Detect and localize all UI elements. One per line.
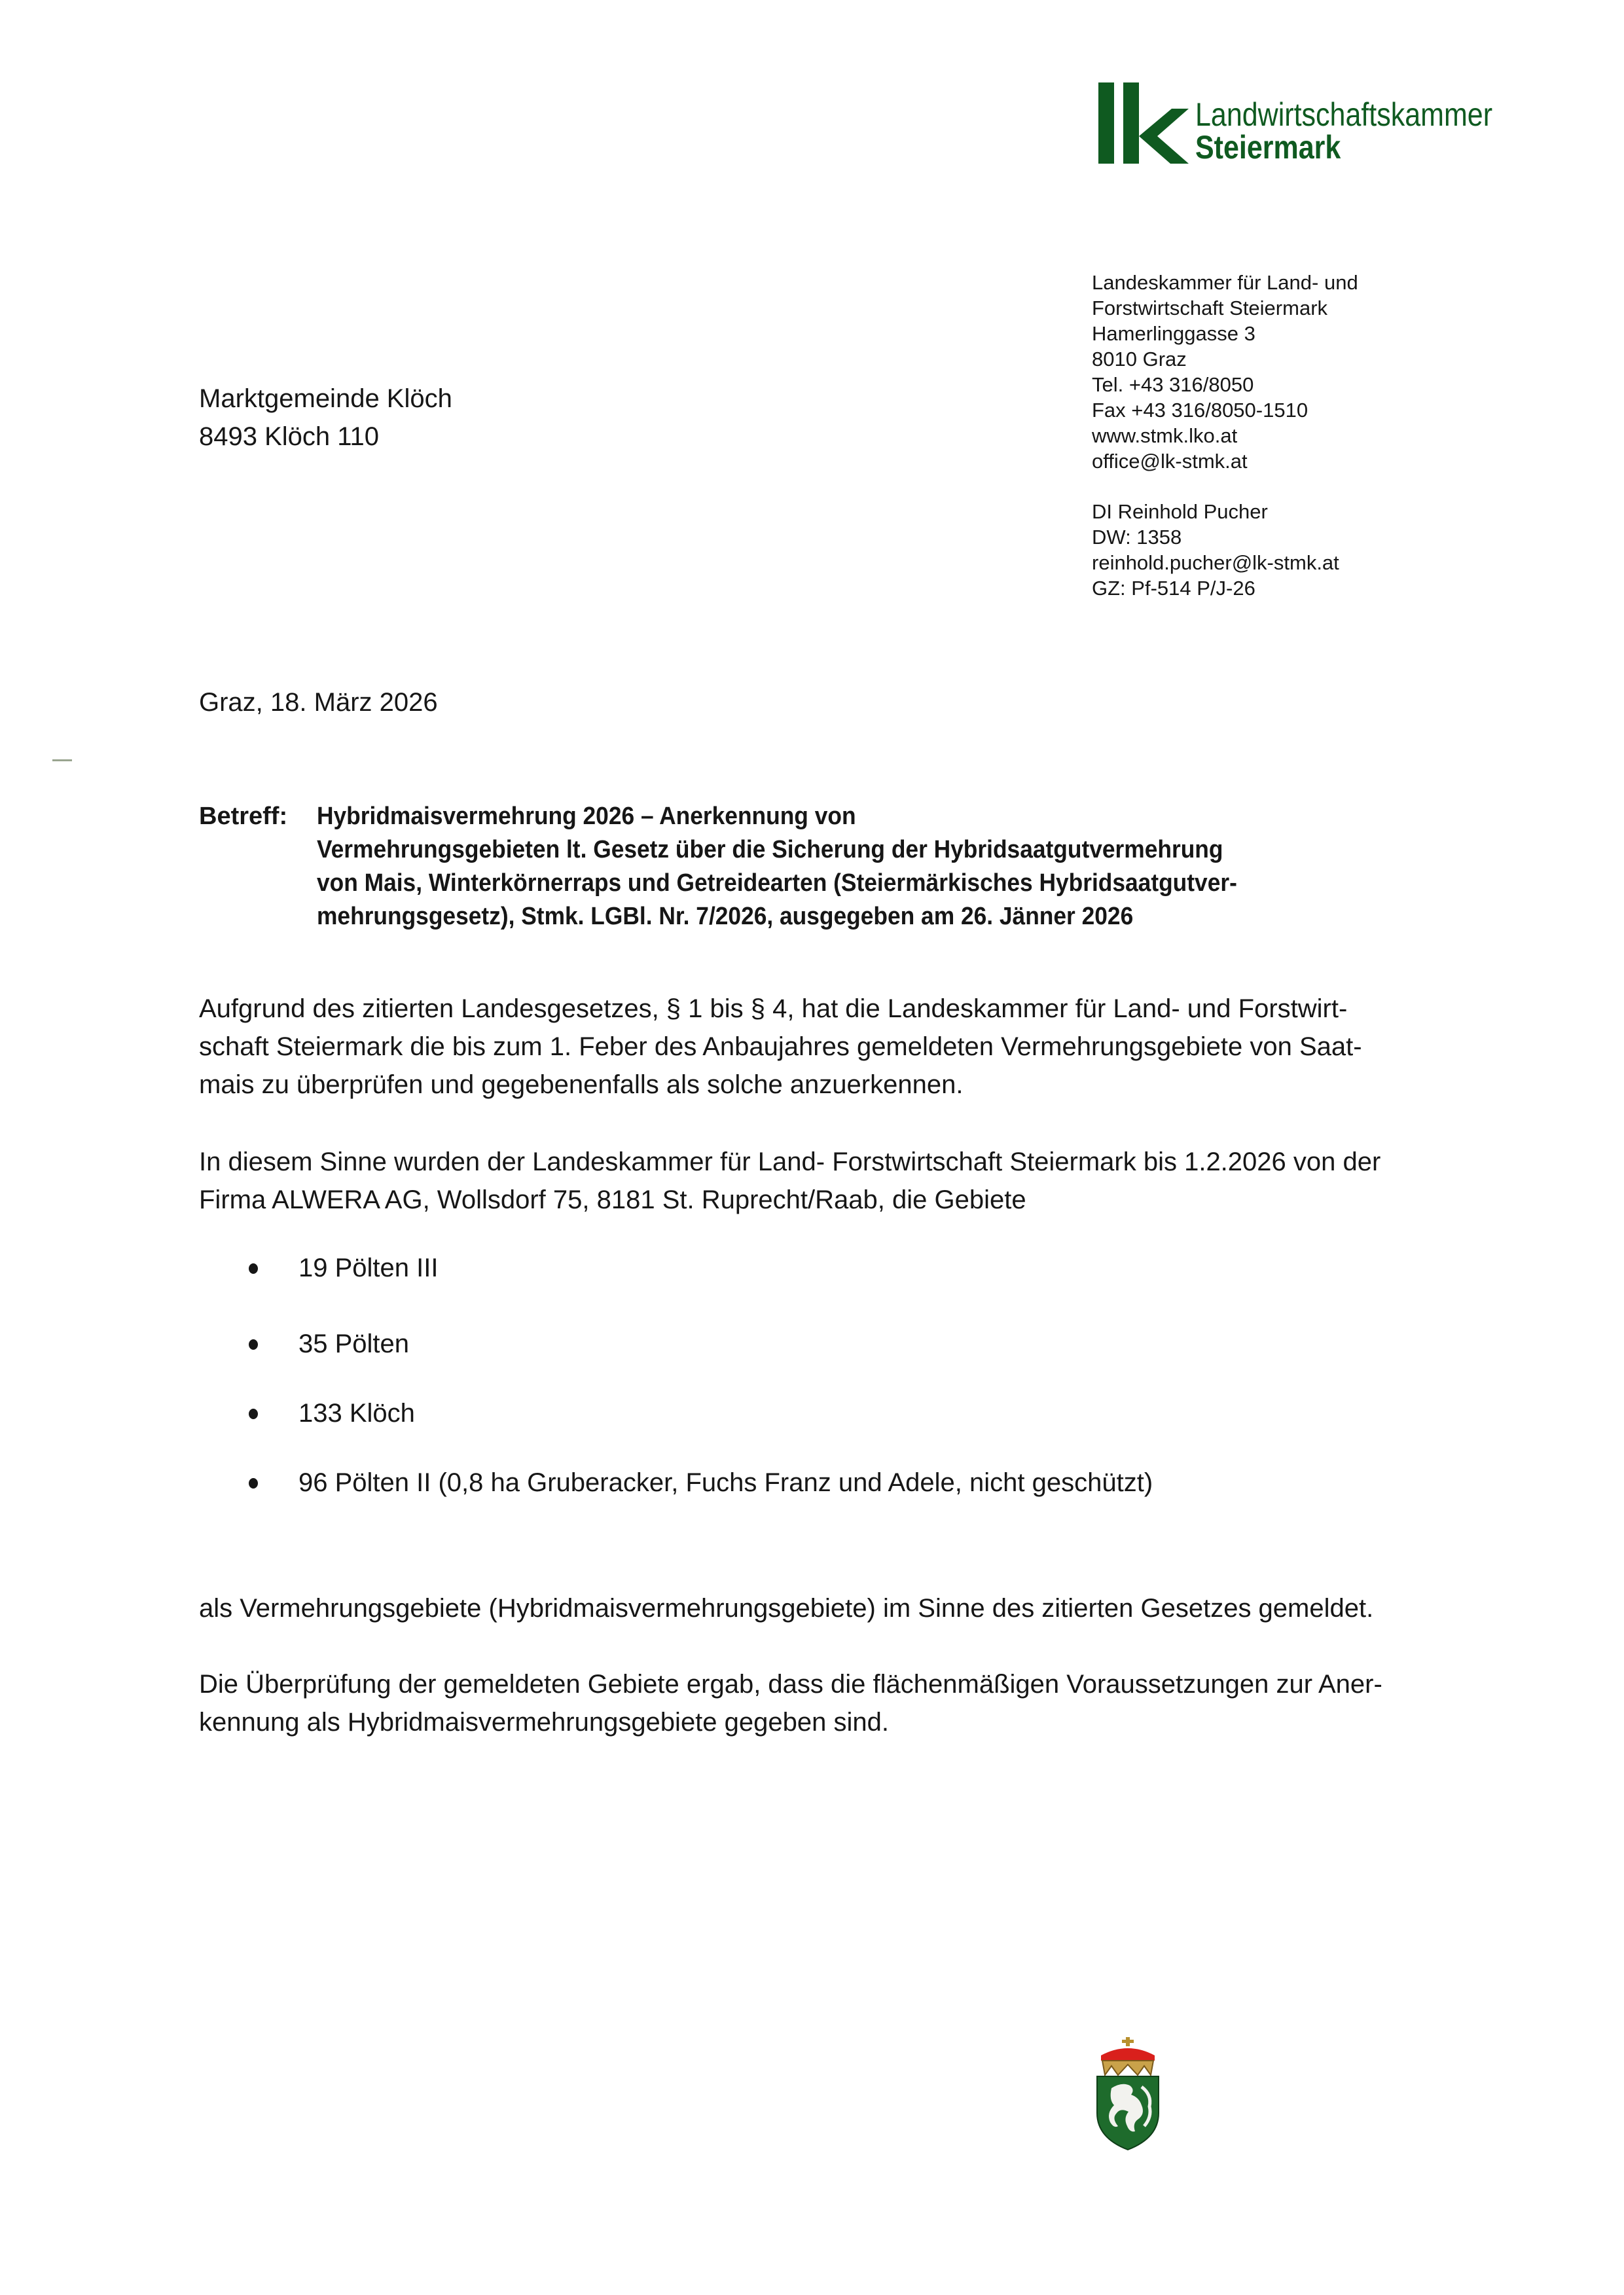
sender-fax: Fax +43 316/8050-1510 <box>1092 399 1308 422</box>
coat-of-arms-icon <box>1092 2034 1164 2152</box>
sender-email: office@lk-stmk.at <box>1092 450 1248 473</box>
bullet-icon <box>249 1339 258 1350</box>
letter-date: Graz, 18. März 2026 <box>199 688 438 717</box>
bullet-icon <box>249 1409 258 1419</box>
fold-mark <box>52 759 72 761</box>
paragraph-line: mais zu überprüfen und gegebenenfalls als solche anzuerkennen. <box>199 1070 964 1099</box>
bullet-icon <box>249 1478 258 1489</box>
paragraph-line: schaft Steiermark die bis zum 1. Feber des Anbaujahres gemeldeten Vermehrungsgebiete von Saat- <box>199 1032 1362 1061</box>
contact-extension: DW: 1358 <box>1092 526 1182 549</box>
paragraph-line: Aufgrund des zitierten Landesgesetzes, § 1 bis § 4, hat die Landeskammer für Land- und Forstwirt- <box>199 994 1348 1023</box>
area-name: 35 Pölten <box>298 1329 410 1358</box>
logo-org-name: Landwirtschaftskammer <box>1195 96 1493 133</box>
paragraph-reported <box>199 1589 1443 1627</box>
paragraph-result <box>199 1665 1443 1741</box>
sender-address <box>1092 270 1358 474</box>
contact-name: DI Reinhold Pucher <box>1092 500 1268 523</box>
subject-line: Vermehrungsgebieten lt. Gesetz über die Sicherung der Hybridsaatgutvermehrung <box>317 836 1223 863</box>
contact-person <box>1092 499 1339 601</box>
logo-region-name: Steiermark <box>1195 129 1341 166</box>
sender-line: Landeskammer für Land- und <box>1092 271 1358 294</box>
sender-website: www.stmk.lko.at <box>1092 424 1238 447</box>
paragraph-submission <box>199 1143 1443 1219</box>
subject-line: von Mais, Winterkörnerraps und Getreidearten (Steiermärkisches Hybridsaatgutver- <box>317 869 1237 897</box>
paragraph-line: Die Überprüfung der gemeldeten Gebiete ergab, dass die flächenmäßigen Voraussetzungen zur Aner- <box>199 1670 1382 1699</box>
contact-email: reinhold.pucher@lk-stmk.at <box>1092 551 1339 574</box>
recipient-address <box>199 380 452 456</box>
paragraph-line: kennung als Hybridmaisvermehrungsgebiete gegeben sind. <box>199 1708 889 1737</box>
area-name: 19 Pölten III <box>298 1254 439 1282</box>
area-name: 96 Pölten II (0,8 ha Gruberacker, Fuchs Franz und Adele, nicht geschützt) <box>298 1468 1153 1497</box>
paragraph-line: In diesem Sinne wurden der Landeskammer für Land- Forstwirtschaft Steiermark bis 1.2.2026 von der <box>199 1148 1381 1176</box>
sender-line: Forstwirtschaft Steiermark <box>1092 297 1328 319</box>
subject-label: Betreff: <box>199 803 288 830</box>
recipient-name: Marktgemeinde Klöch <box>199 384 452 413</box>
area-name: 133 Klöch <box>298 1399 415 1428</box>
paragraph-line: als Vermehrungsgebiete (Hybridmaisvermehrungsgebiete) im Sinne des zitierten Gesetzes gemeldet. <box>199 1594 1374 1623</box>
subject-line: Hybridmaisvermehrung 2026 – Anerkennung von <box>317 803 856 830</box>
subject-text <box>317 800 1430 933</box>
lk-logo-mark-icon <box>1092 73 1190 164</box>
recipient-street: 8493 Klöch 110 <box>199 422 380 451</box>
lk-logo <box>1092 73 1524 165</box>
paragraph-legal-basis <box>199 990 1443 1104</box>
sender-line: Hamerlinggasse 3 <box>1092 322 1255 345</box>
subject-line: mehrungsgesetz), Stmk. LGBl. Nr. 7/2026, ausgegeben am 26. Jänner 2026 <box>317 903 1134 930</box>
sender-phone: Tel. +43 316/8050 <box>1092 373 1254 396</box>
paragraph-line: Firma ALWERA AG, Wollsdorf 75, 8181 St. Ruprecht/Raab, die Gebiete <box>199 1185 1026 1214</box>
bullet-icon <box>249 1263 258 1274</box>
reference-number: GZ: Pf-514 P/J-26 <box>1092 577 1255 600</box>
sender-line: 8010 Graz <box>1092 348 1187 370</box>
